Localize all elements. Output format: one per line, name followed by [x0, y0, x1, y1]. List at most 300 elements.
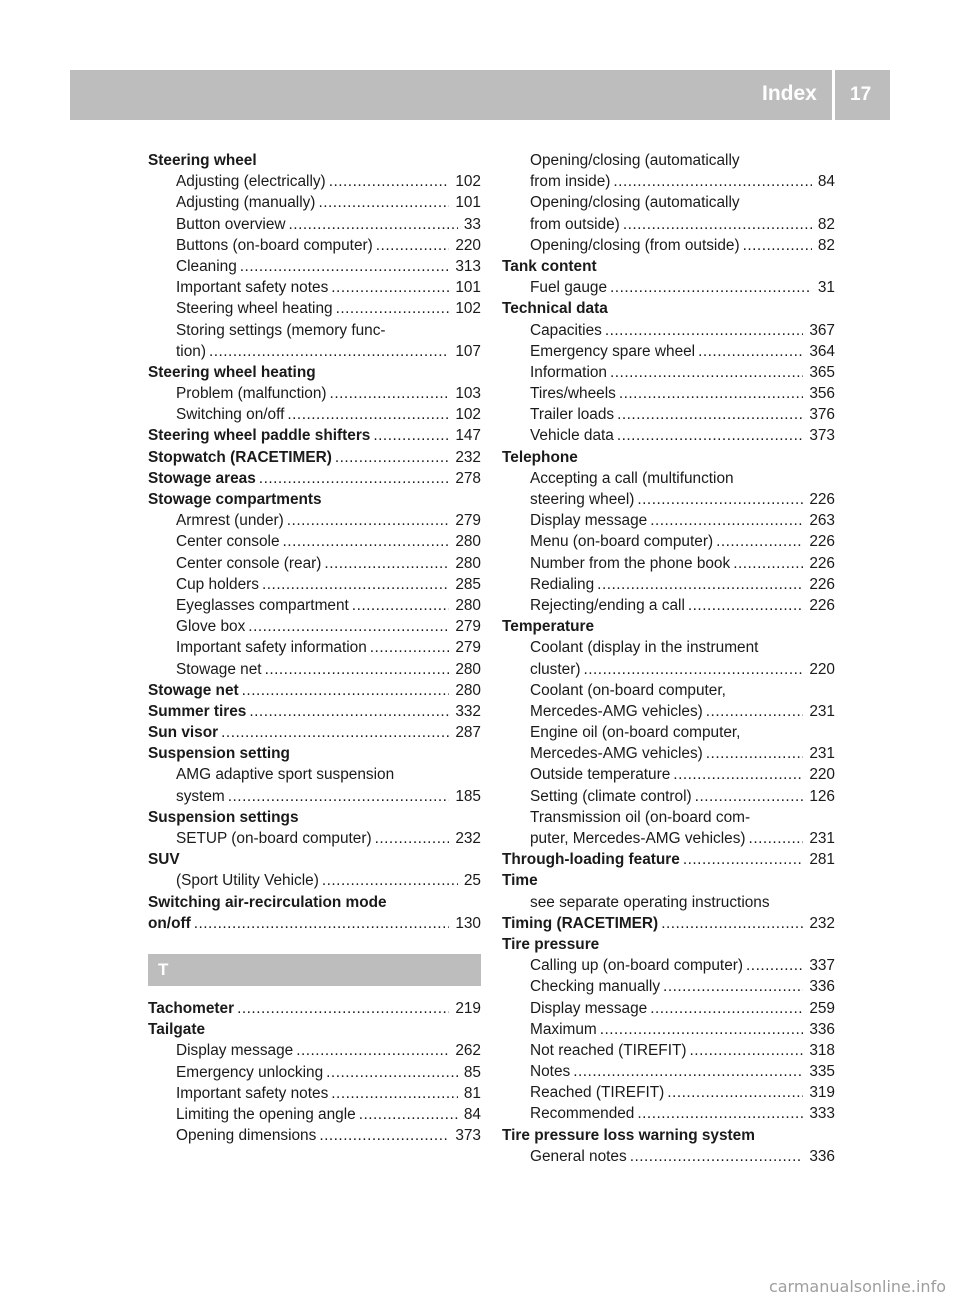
entry-page: 130	[455, 914, 481, 932]
section-letter: T	[158, 959, 169, 979]
entry-text: puter, Mercedes-AMG vehicles)	[530, 830, 746, 847]
entry-page: 259	[809, 999, 835, 1017]
entry-page: 364	[809, 342, 835, 360]
dot-leader	[706, 743, 804, 764]
entry-page: 356	[809, 385, 835, 403]
entry-text: Problem (malfunction)	[176, 385, 327, 403]
index-entry	[502, 510, 835, 531]
entry-page: 280	[455, 660, 481, 678]
dot-leader	[610, 362, 803, 383]
dot-leader	[605, 320, 803, 341]
entry-page: 101	[455, 279, 481, 297]
index-text: Accepting a call (multifunction	[530, 469, 734, 487]
entry-page: 231	[809, 702, 835, 720]
index-entry	[148, 659, 481, 680]
entry-page: 84	[817, 173, 835, 191]
index-entry	[502, 341, 835, 362]
entry-text: Notes	[530, 1063, 571, 1081]
index-entry	[148, 1083, 481, 1104]
entry-page: 280	[455, 681, 481, 699]
index-entry	[502, 659, 835, 680]
entry-text: Emergency unlocking	[176, 1063, 324, 1081]
index-entry	[502, 574, 835, 595]
index-entry	[502, 955, 835, 976]
dot-leader	[617, 404, 803, 425]
dot-leader	[209, 341, 449, 362]
index-heading: Switching air-recirculation mode	[148, 893, 387, 911]
entry-text: Checking manually	[530, 978, 661, 996]
entry-text: General notes	[530, 1147, 627, 1165]
entry-page: 336	[809, 978, 835, 996]
dot-leader	[326, 1062, 458, 1083]
index-entry	[502, 1061, 835, 1082]
entry-page: 220	[809, 766, 835, 784]
entry-page: 101	[455, 194, 481, 212]
entry-page: 220	[455, 236, 481, 254]
index-entry	[502, 171, 835, 192]
entry-text: Steering wheel heating	[176, 300, 333, 318]
entry-page: 81	[463, 1084, 481, 1102]
entry-page: 263	[809, 512, 835, 530]
dot-leader	[329, 171, 450, 192]
index-entry	[502, 998, 835, 1019]
entry-page: 232	[455, 448, 481, 466]
index-text: Coolant (on-board computer,	[530, 681, 726, 699]
entry-text: Center console	[176, 533, 280, 551]
index-entry	[502, 764, 835, 785]
entry-page: 147	[455, 427, 481, 445]
dot-leader	[324, 553, 449, 574]
dot-leader	[289, 214, 458, 235]
entry-text: Emergency spare wheel	[530, 342, 696, 360]
entry-page: 376	[809, 406, 835, 424]
dot-leader	[637, 489, 803, 510]
entry-page: 31	[817, 279, 835, 297]
page-number: 17	[850, 84, 872, 105]
entry-text: Sun visor	[148, 724, 219, 742]
dot-leader	[331, 1083, 458, 1104]
dot-leader	[318, 192, 449, 213]
entry-page: 226	[809, 491, 835, 508]
entry-page: 280	[455, 554, 481, 572]
header-divider	[832, 70, 835, 120]
dot-leader	[743, 235, 812, 256]
index-text: Opening/closing (automatically	[530, 194, 740, 212]
index-entry	[502, 976, 835, 997]
dot-leader	[262, 574, 449, 595]
index-entry	[502, 913, 835, 934]
entry-text: Armrest (under)	[176, 512, 284, 530]
page-title: Index	[762, 82, 817, 105]
dot-leader	[706, 701, 804, 722]
entry-page: 82	[817, 215, 835, 233]
dot-leader	[375, 828, 450, 849]
entry-text: Adjusting (manually)	[176, 194, 316, 212]
index-entry	[502, 1019, 835, 1040]
entry-page: 33	[463, 215, 481, 233]
index-heading: Technical data	[502, 300, 608, 318]
entry-page: 262	[455, 1042, 481, 1060]
dot-leader	[690, 1040, 804, 1061]
dot-leader	[695, 786, 804, 807]
index-entry	[148, 1062, 481, 1083]
dot-leader	[249, 701, 449, 722]
index-entry	[502, 277, 835, 298]
index-entry	[502, 786, 835, 807]
entry-text: Mercedes-AMG vehicles)	[530, 702, 703, 720]
entry-page: 226	[809, 533, 835, 551]
dot-leader	[331, 277, 449, 298]
dot-leader	[352, 595, 450, 616]
dot-leader	[623, 214, 812, 235]
entry-page: 226	[809, 575, 835, 593]
entry-page: 220	[809, 660, 835, 678]
index-text: Opening/closing (automatically	[530, 152, 740, 169]
entry-page: 107	[455, 342, 481, 360]
index-entry	[502, 320, 835, 341]
entry-text: Button overview	[176, 215, 286, 233]
index-entry	[148, 171, 481, 192]
entry-text: Mercedes-AMG vehicles)	[530, 745, 703, 763]
index-column-left	[148, 150, 481, 1146]
entry-page: 219	[455, 999, 481, 1017]
dot-leader	[749, 828, 804, 849]
entry-page: 226	[809, 554, 835, 572]
entry-text: Important safety notes	[176, 1084, 329, 1102]
entry-text: system	[176, 787, 225, 805]
entry-page: 278	[455, 469, 481, 487]
dot-leader	[613, 171, 811, 192]
entry-text: Tires/wheels	[530, 385, 616, 403]
entry-page: 103	[455, 385, 481, 403]
entry-text: Eyeglasses compartment	[176, 596, 349, 614]
index-entry	[502, 828, 835, 849]
entry-text: tion)	[176, 342, 206, 360]
entry-page: 365	[809, 363, 835, 381]
dot-leader	[673, 764, 803, 785]
dot-leader	[287, 510, 450, 531]
dot-leader	[630, 1146, 804, 1167]
index-heading: Time	[502, 872, 538, 890]
index-heading: Suspension settings	[148, 808, 299, 826]
dot-leader	[376, 235, 450, 256]
entry-page: 336	[809, 1147, 835, 1165]
dot-leader	[248, 616, 449, 637]
entry-page: 373	[809, 427, 835, 445]
dot-leader	[733, 553, 803, 574]
dot-leader	[330, 383, 450, 404]
dot-leader	[221, 722, 449, 743]
entry-page: 373	[455, 1127, 481, 1145]
entry-page: 102	[455, 173, 481, 191]
entry-page: 319	[809, 1084, 835, 1102]
entry-text: Information	[530, 363, 607, 381]
entry-text: from inside)	[530, 173, 611, 191]
dot-leader	[335, 447, 449, 468]
dot-leader	[265, 659, 450, 680]
entry-text: Capacities	[530, 321, 602, 339]
index-entry	[502, 383, 835, 404]
index-entry	[148, 998, 481, 1019]
index-entry	[148, 341, 481, 362]
entry-text: from outside)	[530, 215, 620, 233]
entry-text: steering wheel)	[530, 491, 635, 508]
dot-leader	[370, 637, 450, 658]
entry-text: Summer tires	[148, 702, 247, 720]
entry-page: 367	[809, 321, 835, 339]
entry-text: Fuel gauge	[530, 279, 608, 297]
index-entry	[502, 425, 835, 446]
entry-page: 85	[463, 1063, 481, 1081]
entry-text: Stowage net	[176, 660, 262, 678]
entry-text: Through-loading feature	[502, 851, 680, 869]
dot-leader	[259, 468, 450, 489]
index-heading: Tire pressure	[502, 935, 600, 953]
index-entry	[148, 616, 481, 637]
index-entry	[148, 553, 481, 574]
entry-text: Adjusting (electrically)	[176, 173, 326, 191]
section-header	[148, 954, 481, 986]
dot-leader	[746, 955, 803, 976]
entry-text: Center console (rear)	[176, 554, 322, 572]
dot-leader	[336, 298, 450, 319]
index-heading: Tire pressure loss warning system	[502, 1126, 755, 1144]
dot-leader	[240, 256, 450, 277]
entry-text: Calling up (on-board computer)	[530, 957, 744, 975]
entry-page: 102	[455, 406, 481, 424]
dot-leader	[283, 531, 450, 552]
index-entry	[148, 722, 481, 743]
index-entry	[502, 214, 835, 235]
entry-page: 281	[809, 851, 835, 869]
index-entry	[148, 256, 481, 277]
index-entry	[148, 786, 481, 807]
dot-leader	[619, 383, 803, 404]
entry-text: cluster)	[530, 660, 581, 678]
entry-page: 231	[809, 830, 835, 847]
index-entry	[502, 235, 835, 256]
entry-page: 336	[809, 1020, 835, 1038]
entry-page: 279	[455, 512, 481, 530]
index-entry	[502, 404, 835, 425]
entry-page: 84	[463, 1105, 481, 1123]
entry-page: 313	[455, 257, 481, 275]
dot-leader	[650, 998, 803, 1019]
index-heading: Stowage compartments	[148, 491, 322, 508]
entry-page: 332	[455, 702, 481, 720]
index-entry	[502, 849, 835, 870]
entry-text: SETUP (on-board computer)	[176, 830, 372, 847]
entry-page: 279	[455, 639, 481, 657]
index-entry	[502, 595, 835, 616]
dot-leader	[650, 510, 803, 531]
dot-leader	[573, 1061, 803, 1082]
index-entry	[502, 362, 835, 383]
index-entry	[148, 1104, 481, 1125]
entry-page: 337	[809, 957, 835, 975]
index-entry	[148, 913, 481, 934]
index-entry	[502, 1082, 835, 1103]
entry-text: Stowage areas	[148, 469, 256, 487]
dot-leader	[600, 1019, 804, 1040]
index-entry	[502, 553, 835, 574]
entry-page: 82	[817, 236, 835, 254]
index-heading: SUV	[148, 851, 180, 869]
entry-text: Important safety information	[176, 639, 367, 657]
index-entry	[148, 277, 481, 298]
entry-text: Limiting the opening angle	[176, 1105, 356, 1123]
dot-leader	[228, 786, 450, 807]
dot-leader	[617, 425, 803, 446]
index-heading: Steering wheel	[148, 152, 257, 169]
dot-leader	[194, 913, 450, 934]
index-entry	[502, 489, 835, 510]
entry-text: Important safety notes	[176, 279, 329, 297]
index-heading: Steering wheel heating	[148, 363, 316, 381]
entry-text: Trailer loads	[530, 406, 615, 424]
dot-leader	[583, 659, 803, 680]
entry-text: Recommended	[530, 1105, 635, 1123]
index-text: Transmission oil (on-board com-	[530, 808, 751, 826]
index-heading: Temperature	[502, 618, 595, 636]
entry-text: Timing (RACETIMER)	[502, 914, 659, 932]
entry-text: Rejecting/ending a call	[530, 596, 685, 614]
entry-text: Menu (on-board computer)	[530, 533, 714, 551]
dot-leader	[296, 1040, 449, 1061]
entry-text: Opening dimensions	[176, 1127, 317, 1145]
entry-text: (Sport Utility Vehicle)	[176, 872, 319, 890]
entry-text: Stowage net	[148, 681, 239, 699]
entry-text: Tachometer	[148, 999, 235, 1017]
entry-page: 226	[809, 596, 835, 614]
index-entry	[148, 425, 481, 446]
index-heading: Telephone	[502, 448, 578, 466]
dot-leader	[597, 574, 803, 595]
index-entry	[148, 595, 481, 616]
entry-text: on/off	[148, 914, 191, 932]
entry-text: Vehicle data	[530, 427, 614, 445]
entry-text: Glove box	[176, 618, 246, 636]
entry-page: 25	[463, 872, 481, 890]
index-text: Storing settings (memory func-	[176, 321, 386, 339]
entry-text: Opening/closing (from outside)	[530, 236, 740, 254]
entry-text: Display message	[530, 512, 648, 530]
entry-page: 232	[455, 830, 481, 847]
dot-leader	[716, 531, 803, 552]
entry-text: Not reached (TIREFIT)	[530, 1041, 687, 1059]
entry-text: Switching on/off	[176, 406, 285, 424]
dot-leader	[242, 680, 450, 701]
index-heading: Tailgate	[148, 1021, 206, 1039]
dot-leader	[637, 1103, 803, 1124]
index-entry	[148, 235, 481, 256]
entry-page: 185	[455, 787, 481, 805]
index-entry	[502, 1146, 835, 1167]
dot-leader	[359, 1104, 458, 1125]
index-entry	[148, 214, 481, 235]
entry-page: 285	[455, 575, 481, 593]
index-entry	[502, 701, 835, 722]
entry-page: 333	[809, 1105, 835, 1123]
entry-text: Reached (TIREFIT)	[530, 1084, 665, 1102]
dot-leader	[610, 277, 812, 298]
index-entry	[148, 680, 481, 701]
index-entry	[148, 404, 481, 425]
entry-text: Steering wheel paddle shifters	[148, 427, 371, 445]
index-text: Coolant (display in the instrument	[530, 639, 759, 657]
entry-page: 318	[809, 1041, 835, 1059]
dot-leader	[661, 913, 803, 934]
dot-leader	[287, 404, 449, 425]
index-entry	[148, 1040, 481, 1061]
index-column-right	[502, 150, 835, 1167]
watermark: carmanualsonline.info	[768, 1277, 946, 1296]
entry-text: Buttons (on-board computer)	[176, 236, 373, 254]
dot-leader	[698, 341, 803, 362]
dot-leader	[663, 976, 803, 997]
index-entry	[502, 1103, 835, 1124]
index-entry	[148, 298, 481, 319]
entry-text: Display message	[176, 1042, 294, 1060]
entry-text: Number from the phone book	[530, 554, 731, 572]
entry-text: Stopwatch (RACETIMER)	[148, 448, 332, 466]
entry-text: Cleaning	[176, 257, 237, 275]
index-entry	[148, 828, 481, 849]
dot-leader	[688, 595, 803, 616]
index-entry	[148, 383, 481, 404]
entry-page: 102	[455, 300, 481, 318]
entry-page: 232	[809, 914, 835, 932]
index-text: see separate operating instructions	[530, 893, 770, 911]
index-text: AMG adaptive sport suspension	[176, 766, 395, 784]
entry-page: 287	[455, 724, 481, 742]
dot-leader	[237, 998, 449, 1019]
index-entry	[148, 701, 481, 722]
index-entry	[148, 531, 481, 552]
index-entry	[148, 510, 481, 531]
entry-text: Redialing	[530, 575, 595, 593]
entry-page: 280	[455, 596, 481, 614]
index-entry	[148, 574, 481, 595]
dot-leader	[319, 1125, 449, 1146]
entry-page: 231	[809, 745, 835, 763]
entry-text: Outside temperature	[530, 766, 671, 784]
index-entry	[148, 447, 481, 468]
index-heading: Tank content	[502, 257, 597, 275]
index-entry	[148, 468, 481, 489]
entry-text: Display message	[530, 999, 648, 1017]
entry-text: Cup holders	[176, 575, 259, 593]
entry-page: 335	[809, 1063, 835, 1081]
entry-text: Maximum	[530, 1020, 597, 1038]
entry-page: 280	[455, 533, 481, 551]
index-entry	[148, 192, 481, 213]
index-heading: Suspension setting	[148, 745, 290, 763]
index-entry	[502, 743, 835, 764]
index-entry	[148, 637, 481, 658]
entry-page: 126	[809, 787, 835, 805]
index-entry	[502, 531, 835, 552]
dot-leader	[373, 425, 449, 446]
entry-text: Setting (climate control)	[530, 787, 692, 805]
index-text: Engine oil (on-board computer,	[530, 724, 741, 742]
entry-page: 279	[455, 618, 481, 636]
index-entry	[502, 1040, 835, 1061]
dot-leader	[683, 849, 803, 870]
index-entry	[148, 870, 481, 891]
index-entry	[148, 1125, 481, 1146]
dot-leader	[322, 870, 458, 891]
